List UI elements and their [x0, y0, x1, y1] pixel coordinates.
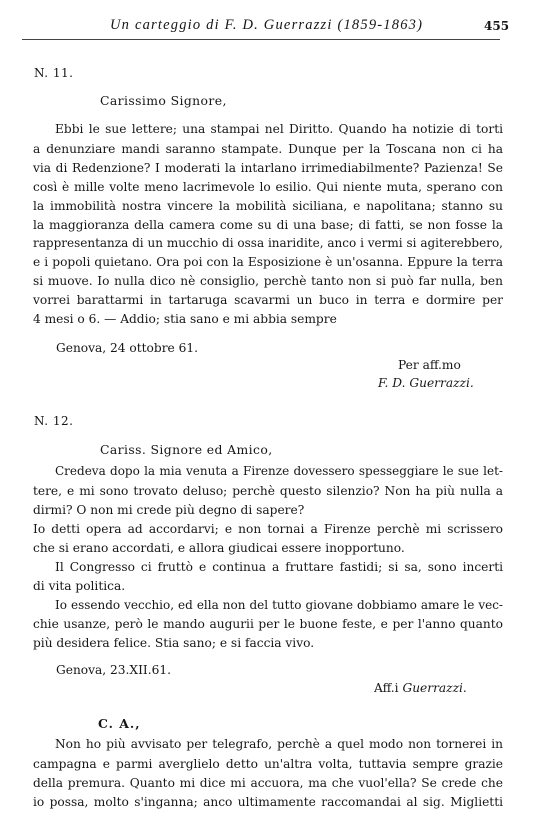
letter-11-line: la immobilità nostra vincere la mobilità siciliana, e napolitana; stanno su — [33, 199, 503, 213]
letter-11-line: così è mille volte meno lacrimevole lo esilio. Qui niente muta, sperano con — [33, 180, 503, 194]
letter-12-salutation: Cariss. Signore ed Amico, — [100, 442, 273, 457]
letter-12-signature — [374, 681, 467, 695]
page-number: 455 — [484, 19, 510, 33]
letter-11-line: si muove. Io nulla dico nè consiglio, perchè tanto non si può far nulla, ben — [33, 274, 503, 288]
letter-11-line: a denunziare mandi saranno stampate. Dunque per la Toscana non ci ha — [33, 142, 503, 156]
letter-12-line: tere, e mi sono trovato deluso; perchè questo silenzio? Non ha più nulla a — [33, 484, 503, 498]
letter-12-line: Io detti opera ad accordarvi; e non tornai a Firenze perchè mi scrissero — [33, 522, 503, 536]
letter-12-line: che si erano accordati, e allora giudicai essere inopportuno. — [33, 541, 405, 555]
letter-11-date: Genova, 24 ottobre 61. — [56, 341, 198, 355]
letter-12-line: dirmi? O non mi crede più degno di sapere? — [33, 503, 305, 517]
letter-13-line: campagna e parmi averglielo detto un'altra volta, tuttavia sempre grazie — [33, 757, 503, 771]
letter-12-line: Credeva dopo la mia venuta a Firenze dovessero spesseggiare le sue let- — [55, 464, 503, 478]
letter-12-signature-prefix: Aff.i — [374, 681, 399, 695]
letter-11-signature: F. D. Guerrazzi. — [378, 376, 474, 390]
letter-11-closing: Per aff.mo — [398, 358, 461, 372]
letter-11-salutation: Carissimo Signore, — [100, 93, 227, 108]
running-header — [0, 17, 550, 39]
letter-12-line: Io essendo vecchio, ed ella non del tutto giovane dobbiamo amare le vec- — [55, 598, 503, 612]
letter-12-line: Il Congresso ci fruttò e continua a fruttare fastidi; si sa, sono incerti — [55, 560, 503, 574]
letter-12-line: più desidera felice. Stia sano; e si faccia vivo. — [33, 636, 315, 650]
letter-11-number: N. 11. — [34, 66, 74, 80]
letter-13-line: Non ho più avvisato per telegrafo, perchè a quel modo non tornerei in — [55, 737, 503, 751]
letter-11-line: rappresentanza di un mucchio di ossa inaridite, anco i vermi si agiterebbero, — [33, 236, 503, 250]
letter-11-line: vorrei barattarmi in tartaruga scavarmi un buco in terra e dormire per — [33, 293, 503, 307]
letter-11-line: via di Redenzione? I moderati la intarlano irrimediabilmente? Pazienza! Se — [33, 161, 503, 175]
letter-11-line: 4 mesi o 6. — Addio; stia sano e mi abbia sempre — [33, 312, 337, 326]
letter-11-line: Ebbi le sue lettere; una stampai nel Diritto. Quando ha notizie di torti — [55, 122, 503, 136]
letter-12-line: di vita politica. — [33, 579, 126, 593]
letter-11-line: la maggioranza della camera come su di una base; di fatti, se non fosse la — [33, 218, 503, 232]
header-rule — [22, 39, 500, 40]
letter-11-line: e i popoli quietano. Ora poi con la Esposizione è un'osanna. Eppure la terra — [33, 255, 503, 269]
letter-13-line: della premura. Quanto mi dice mi accuora, ma che vuol'ella? Se crede che — [33, 776, 503, 790]
letter-12-number: N. 12. — [34, 414, 74, 428]
letter-13-salutation: C. A., — [98, 716, 141, 731]
running-title: Un carteggio di F. D. Guerrazzi (1859-1863) — [110, 17, 424, 33]
letter-12-line: chie usanze, però le mando augurii per le buone feste, e per l'anno quanto — [33, 617, 503, 631]
letter-12-date: Genova, 23.XII.61. — [56, 663, 171, 677]
letter-13-line: io possa, molto s'inganna; anco ultimamente raccomandai al sig. Miglietti — [33, 795, 503, 809]
letter-12-signature-name: Guerrazzi. — [402, 681, 467, 695]
